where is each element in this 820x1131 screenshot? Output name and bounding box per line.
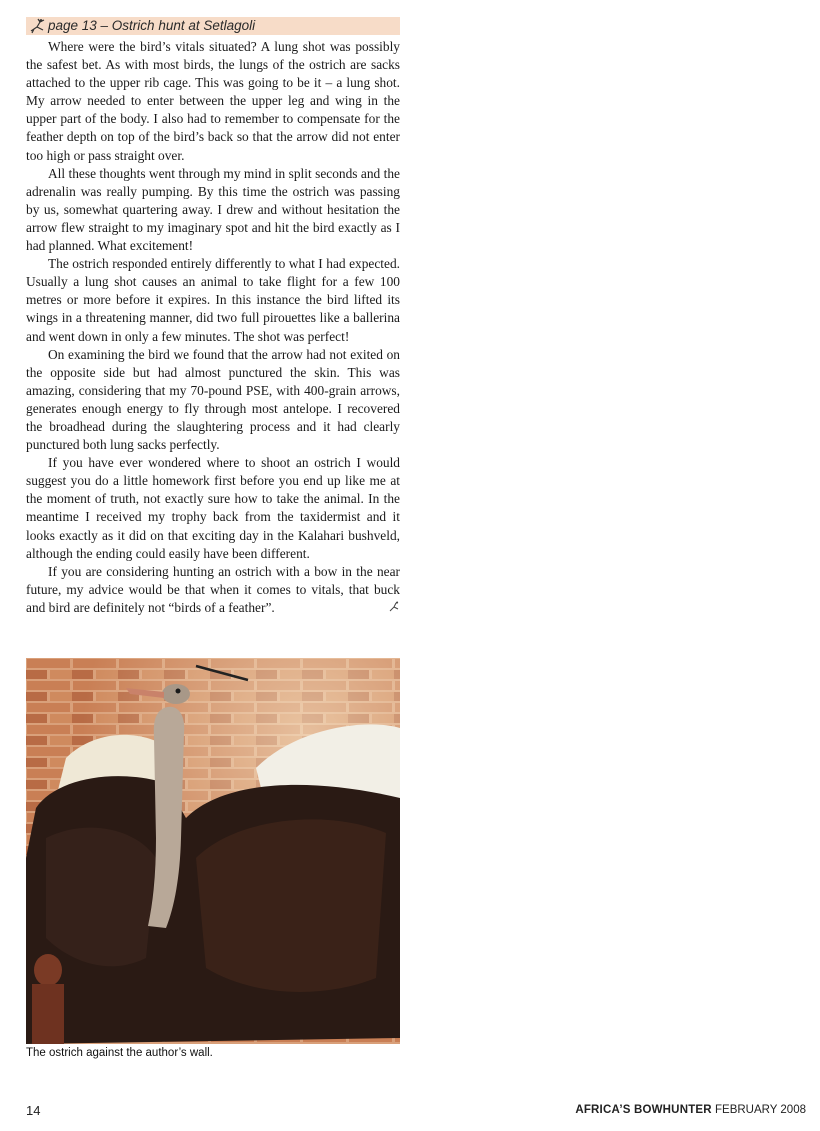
- archer-icon: [29, 18, 47, 34]
- publication-name: AFRICA’S BOWHUNTER: [575, 1104, 712, 1116]
- paragraph: Where were the bird’s vitals situated? A lung shot was possibly the safest bet. As with most birds, the lungs of the ostrich are sacks attached to the upper rib cage. This was going to be it – a lung shot. My arrow needed to enter between the upper leg and wing in the upper part of the body. I also had to remember to compensate for the feather depth on top of the bird’s back so that the arrow did not enter too high or pass straight over.: [26, 39, 400, 163]
- photo-caption: The ostrich against the author’s wall.: [26, 1047, 213, 1059]
- paragraph: If you have ever wondered where to shoot an ostrich I would suggest you do a little homework first before you end up like me at the moment of truth, not exactly sure how to take the animal. In the meantime I received my trophy back from the taxidermist and it looks exactly as it did on that exciting day in the Kalahari bushveld, although the ending could easily have been different.: [26, 455, 400, 561]
- paragraph-text: If you are considering hunting an ostrich with a bow in the near future, my advice would be that when it comes to vitals, that buck and bird are definitely not “birds of a feather”.: [26, 563, 400, 615]
- paragraph: On examining the bird we found that the arrow had not exited on the opposite side but had almost punctured the skin. This was amazing, considering that my 70-pound PSE, with 400-grain arrows, generates enough energy to fly through most antelope. I recovered the broadhead during the slaughtering process and it had clearly punctured both lung sacks perfectly.: [26, 346, 400, 453]
- publication-footer: [575, 1104, 806, 1116]
- ostrich-photo: [26, 658, 400, 1044]
- issue-date: FEBRUARY 2008: [715, 1104, 806, 1116]
- archer-end-icon: [388, 601, 400, 613]
- final-paragraph: [26, 563, 400, 617]
- ostrich-photo-illustration: [26, 658, 400, 1044]
- paragraph: All these thoughts went through my mind in split seconds and the adrenalin was really pumping. By this time the ostrich was passing by us, somewhat quartering away. I drew and without hesitation the arrow flew straight to my imaginary spot and hit the bird exactly as I had planned. What excitement!: [26, 165, 400, 254]
- paragraph: The ostrich responded entirely differently to what I had expected. Usually a lung shot causes an animal to take flight for a few 100 metres or more before it expires. In this instance the bird lifted its wings in a threatening manner, did two full pirouettes like a ballerina and went down in only a few minutes. The shot was perfect!: [26, 256, 400, 344]
- running-title: page 13 – Ostrich hunt at Setlagoli: [48, 18, 256, 33]
- page-number: 14: [26, 1103, 41, 1118]
- running-header: [26, 17, 400, 35]
- article-body: [26, 38, 400, 617]
